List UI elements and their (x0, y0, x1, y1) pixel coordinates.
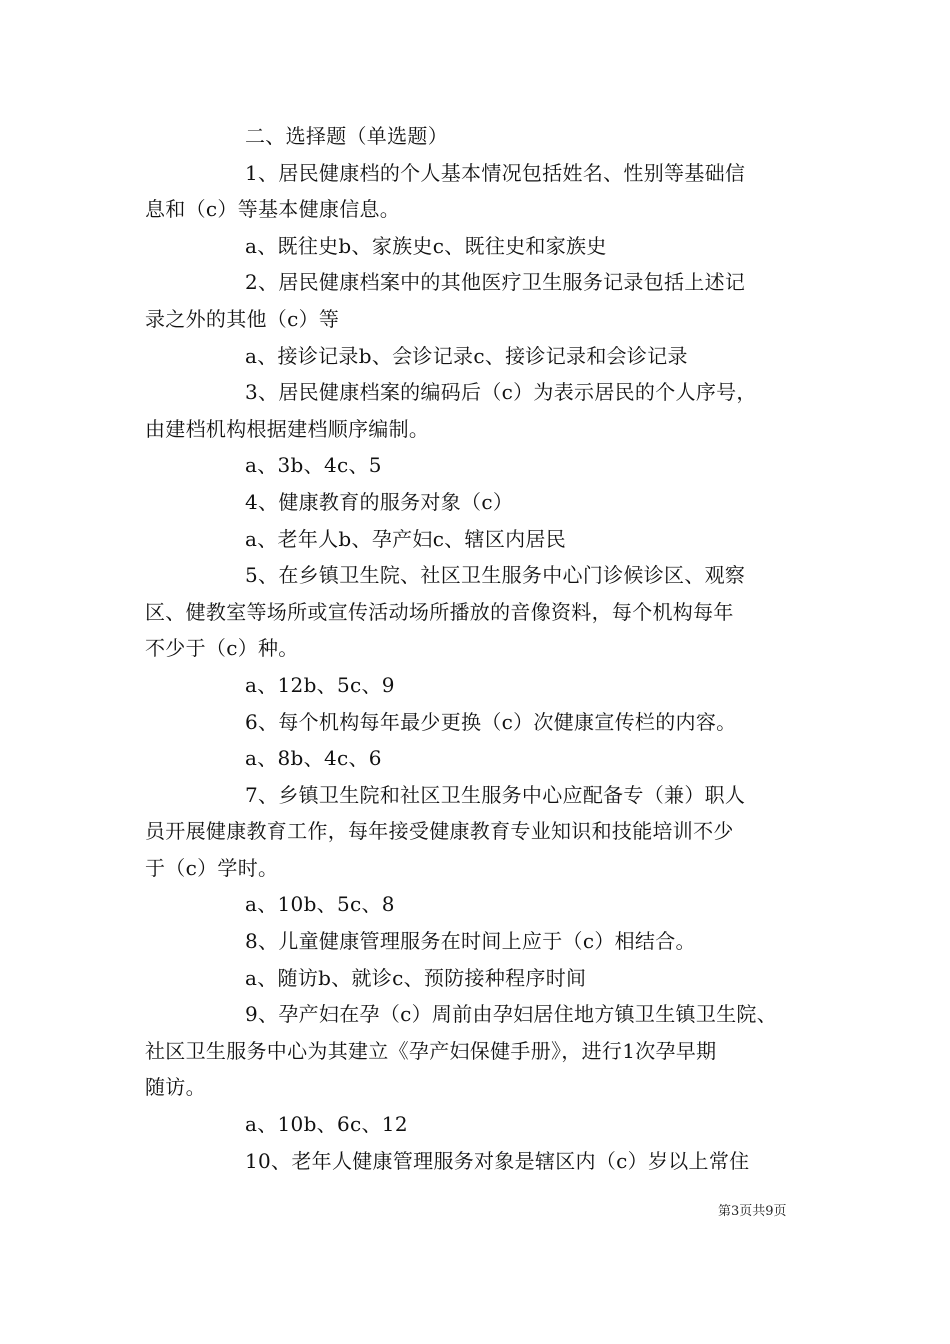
question-9-line-2: 社区卫生服务中心为其建立《孕产妇保健手册》，进行1次孕早期 (145, 1038, 717, 1063)
question-5-options: a、12b、5c、9 (245, 672, 395, 697)
question-3-options: a、3b、4c、5 (245, 453, 382, 478)
question-6-options: a、8b、4c、6 (245, 746, 382, 771)
question-4-options: a、老年人b、孕产妇c、辖区内居民 (245, 526, 567, 551)
section-heading: 二、选择题（单选题） (245, 124, 448, 148)
question-2-line-1: 2、居民健康档案中的其他医疗卫生服务记录包括上述记 (245, 270, 746, 295)
question-2-line-2: 录之外的其他（c）等 (145, 306, 340, 331)
question-1-options: a、既往史b、家族史c、既往史和家族史 (245, 233, 607, 258)
question-7-line-2: 员开展健康教育工作，每年接受健康教育专业知识和技能培训不少 (145, 819, 734, 844)
question-1-line-2: 息和（c）等基本健康信息。 (145, 197, 401, 222)
question-8-line-1: 8、儿童健康管理服务在时间上应于（c）相结合。 (245, 929, 696, 954)
question-5-line-2: 区、健教室等场所或宣传活动场所播放的音像资料，每个机构每年 (145, 599, 734, 624)
question-9-options: a、10b、6c、12 (245, 1112, 408, 1137)
question-4-line-1: 4、健康教育的服务对象（c） (245, 489, 514, 514)
question-3-line-2: 由建档机构根据建档顺序编制。 (145, 416, 430, 441)
question-3-line-1: 3、居民健康档案的编码后（c）为表示居民的个人序号， (245, 380, 757, 405)
question-7-line-1: 7、乡镇卫生院和社区卫生服务中心应配备专（兼）职人 (245, 782, 746, 807)
question-5-line-1: 5、在乡镇卫生院、社区卫生服务中心门诊候诊区、观察 (245, 563, 746, 588)
question-9-line-3: 随访。 (145, 1075, 206, 1100)
question-8-options: a、随访b、就诊c、预防接种程序时间 (245, 965, 587, 990)
question-2-options: a、接诊记录b、会诊记录c、接诊记录和会诊记录 (245, 343, 688, 368)
question-7-options: a、10b、5c、8 (245, 892, 395, 917)
document-body (145, 118, 810, 1179)
question-5-line-3: 不少于（c）种。 (145, 636, 299, 661)
question-1-line-1: 1、居民健康档的个人基本情况包括姓名、性别等基础信 (245, 160, 746, 185)
question-10-line-1: 10、老年人健康管理服务对象是辖区内（c）岁以上常住 (245, 1148, 750, 1173)
question-7-line-3: 于（c）学时。 (145, 855, 279, 880)
question-9-line-1: 9、孕产妇在孕（c）周前由孕妇居住地方镇卫生镇卫生院、 (245, 1002, 778, 1027)
page-number: 第3页共9页 (718, 1204, 787, 1219)
question-6-line-1: 6、每个机构每年最少更换（c）次健康宣传栏的内容。 (245, 709, 737, 734)
